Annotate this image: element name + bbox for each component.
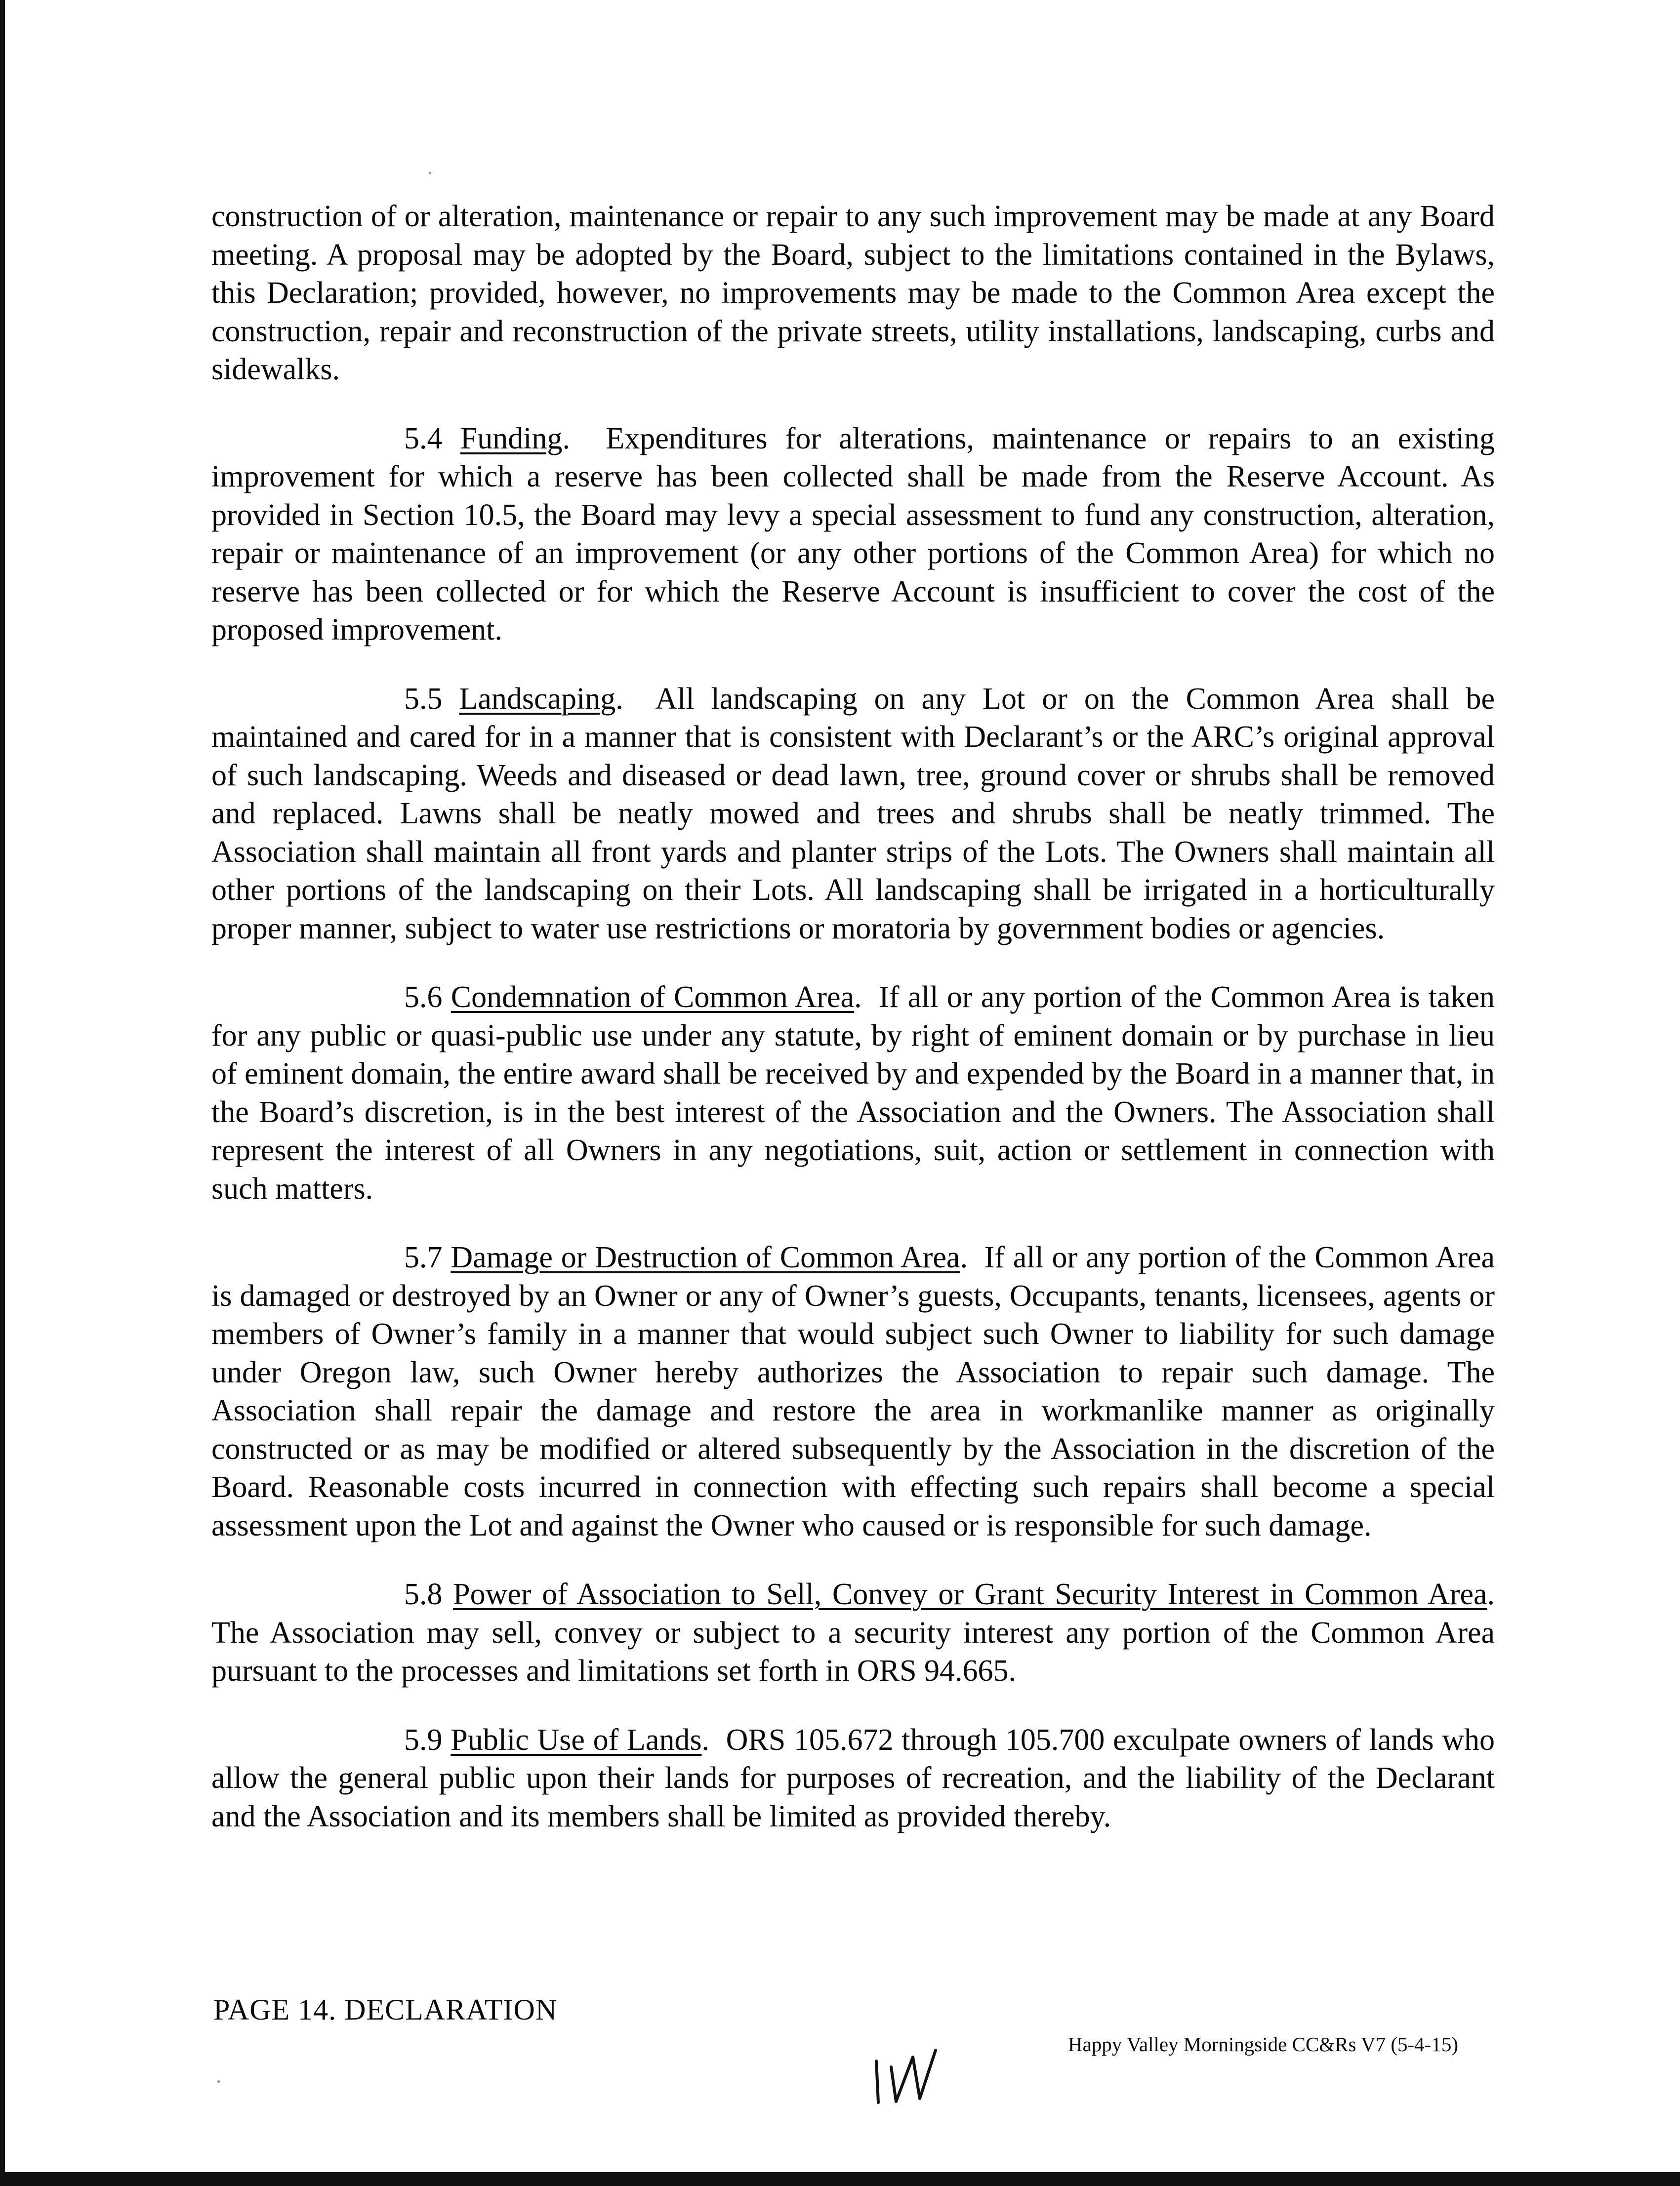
scan-speck — [429, 172, 431, 174]
section-heading: Public Use of Lands — [451, 1723, 702, 1757]
section-heading: Funding — [460, 421, 563, 455]
section-heading: Condemnation of Common Area — [451, 980, 855, 1014]
section-body: Expenditures for alterations, maintenance or repairs to an existing improvement for which a reserve has been collected shall be made from the Reserve Account. As provided in Section 10.5, the Board may levy a special assessment to fund any construction, alteration, repair or maintenance of an improvement (or any other portions of the Common Area) for which no reserve has been collected or for which the Reserve Account is insufficient to cover the cost of the proposed improvement. — [211, 421, 1495, 647]
handwritten-page-number — [870, 2047, 940, 2111]
section-5-6 — [211, 978, 1495, 1208]
section-body: If all or any portion of the Common Area is damaged or destroyed by an Owner or any of Owner’s guests, Occupants, tenants, licensees, agents or members of Owner’s family in a manner that would subject such Owner to liability for such damage under Oregon law, such Owner hereby authorizes the Association to repair such damage. The Association shall repair the damage and restore the area in workmanlike manner as originally constructed or as may be modified or altered subsequently by the Association in the discretion of the Board. Reasonable costs incurred in connection with effecting such repairs shall become a special assessment upon the Lot and against the Owner who caused or is responsible for such damage. — [211, 1241, 1495, 1542]
scan-speck — [217, 2080, 220, 2083]
section-number: 5.4 — [404, 421, 443, 455]
heading-separator: . — [615, 682, 623, 716]
section-body: The Association may sell, convey or subject to a security interest any portion of the Common Area pursuant to the processes and limitations set forth in ORS 94.665. — [211, 1616, 1495, 1688]
section-heading: Landscaping — [459, 682, 616, 716]
section-number: 5.6 — [404, 980, 443, 1014]
section-body: ORS 105.672 through 105.700 exculpate owners of lands who allow the general public upon their lands for purposes of recreation, and the liability of the Declarant and the Association and its members shall be limited as provided thereby. — [211, 1723, 1495, 1833]
section-5-5 — [211, 680, 1495, 948]
section-number: 5.8 — [404, 1578, 443, 1611]
heading-separator: . — [1487, 1578, 1495, 1611]
section-heading: Damage or Destruction of Common Area — [451, 1241, 960, 1274]
section-body: If all or any portion of the Common Area is taken for any public or quasi-public use under any statute, by right of eminent domain or by purchase in lieu of eminent domain, the entire award shall be received by and expended by the Board in a manner that, in the Board’s discretion, is in the best interest of the Association and the Owners. The Association shall represent the interest of all Owners in any negotiations, suit, action or settlement in connection with such matters. — [211, 980, 1495, 1206]
document-version: Happy Valley Morningside CC&Rs V7 (5-4-15) — [1068, 2033, 1458, 2056]
heading-separator: . — [701, 1723, 710, 1757]
section-5-8 — [211, 1576, 1495, 1691]
heading-separator: . — [562, 421, 570, 455]
scan-edge-left — [0, 0, 5, 2186]
heading-separator: . — [960, 1241, 968, 1274]
section-heading: Power of Association to Sell, Convey or Grant Security Interest in Common Area — [453, 1578, 1487, 1611]
section-5-9 — [211, 1721, 1495, 1836]
scan-edge-bottom — [0, 2172, 1680, 2186]
document-body — [211, 198, 1495, 1836]
section-5-4 — [211, 420, 1495, 649]
intro-paragraph: construction of or alteration, maintenance or repair to any such improvement may be made at any Board meeting. A proposal may be adopted by the Board, subject to the limitations contained in the Bylaws, this Declaration; provided, however, no improvements may be made to the Common Area except the construction, repair and reconstruction of the private streets, utility installations, landscaping, curbs and sidewalks. — [211, 200, 1495, 386]
section-body: All landscaping on any Lot or on the Common Area shall be maintained and cared for in a manner that is consistent with Declarant’s or the ARC’s original approval of such landscaping. Weeds and diseased or dead lawn, tree, ground cover or shrubs shall be removed and replaced. Lawns shall be neatly mowed and trees and shrubs shall be neatly trimmed. The Association shall maintain all front yards and planter strips of the Lots. The Owners shall maintain all other portions of the landscaping on their Lots. All landscaping shall be irrigated in a horticulturally proper manner, subject to water use restrictions or moratoria by government bodies or agencies. — [211, 682, 1495, 945]
section-number: 5.5 — [404, 682, 443, 716]
section-number: 5.9 — [404, 1723, 443, 1757]
section-number: 5.7 — [404, 1241, 443, 1274]
page-label: PAGE 14. DECLARATION — [213, 1993, 558, 2026]
heading-separator: . — [854, 980, 862, 1014]
section-5-7 — [211, 1239, 1495, 1545]
